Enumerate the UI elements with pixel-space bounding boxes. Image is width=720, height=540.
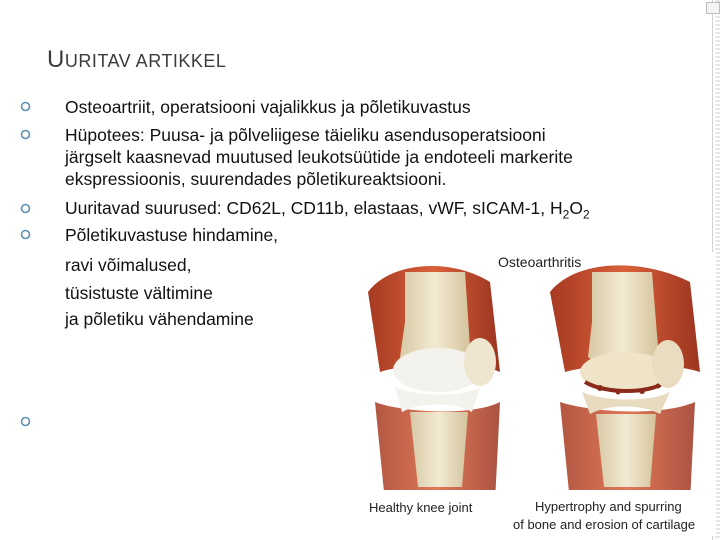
caption-osteoarthritis (513, 498, 696, 534)
bullet-text-4-line-3: tüsistuste vältimine (65, 283, 213, 303)
figure-title: Osteoarthritis (498, 254, 582, 270)
bullet-ring-icon (20, 416, 31, 427)
bullet-ring-icon (20, 203, 31, 214)
bullet-text-3-o: O (569, 198, 583, 218)
title-rest: URITAV ARTIKKEL (64, 51, 227, 71)
knee-illustration (360, 252, 716, 536)
caption-osteoarthritis-line-1: Hypertrophy and spurring (535, 499, 682, 514)
bullet-text-4-line-2: ravi võimalused, (65, 255, 192, 275)
subscript: 2 (582, 207, 590, 222)
caption-osteoarthritis-line-2: of bone and erosion of cartilage (513, 517, 696, 532)
bullet-text-4-line-4: ja põletiku vähendamine (65, 309, 254, 329)
bullet-text-3-main: Uuritavad suurused: CD62L, CD11b, elastaas, vWF, sICAM-1, H (65, 198, 563, 218)
corner-marker (706, 2, 720, 14)
bullet-text-3 (65, 198, 590, 226)
title-initial: U (47, 46, 65, 73)
subscript: 2 (562, 207, 570, 222)
bullet-text-2-line-1: Hüpotees: Puusa- ja põlveliigese täieliku asendusoperatsiooni (65, 125, 546, 145)
bullet-ring-icon (20, 101, 31, 112)
caption-healthy: Healthy knee joint (369, 500, 473, 515)
bullet-text-2-line-3: ekspressioonis, suurendades põletikureaktsiooni. (65, 169, 447, 189)
bullet-text-1: Osteoartriit, operatsiooni vajalikkus ja põletikuvastus (65, 97, 471, 117)
bullet-text-4-line-1: Põletikuvastuse hindamine, (65, 225, 279, 245)
bullet-ring-icon (20, 129, 31, 140)
bullet-ring-icon (20, 229, 31, 240)
slide-title (47, 46, 226, 74)
bullet-text-2-line-2: järgselt kaasnevad muutused leukotsüütide ja endoteeli markerite (65, 147, 573, 167)
